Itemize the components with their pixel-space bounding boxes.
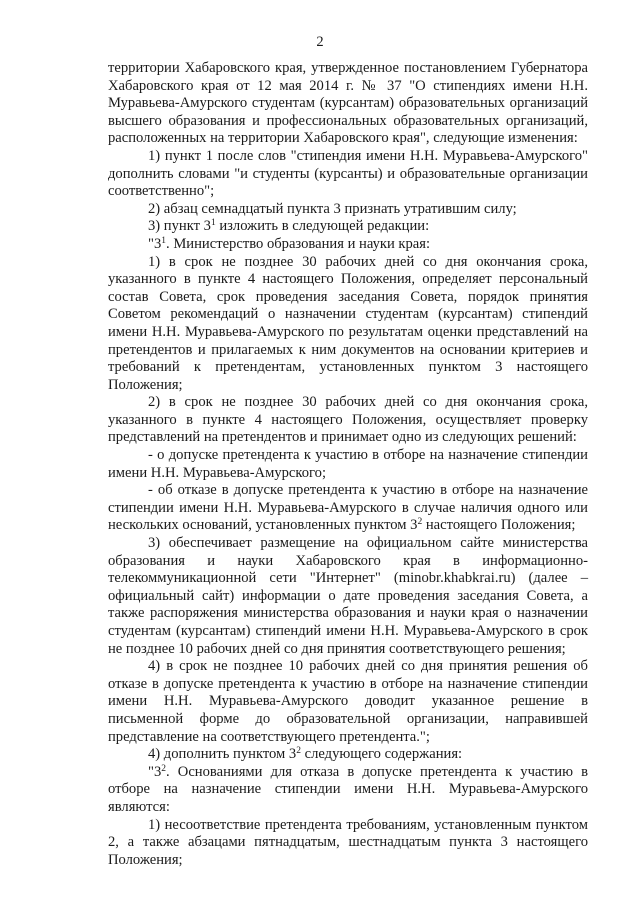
paragraph-text: 4) дополнить пунктом 3 [148,746,297,763]
paragraph: 3) обеспечивает размещение на официальном сайте министерства образования и науки Хабаровского края в информационно-телекоммуникационной сети "Интернет" (minobr.khabkrai.ru) (далее – официальный сайт) информации о дате проведения заседания Совета, а также распоряжения министерства образования и науки края о назначении студентам (курсантам) стипендий имени Н.Н. Муравьева-Амурского в срок не позднее 10 рабочих дней со дня принятия соответствующего решения; [108,535,588,657]
paragraph [108,746,588,764]
paragraph: - о допуске претендента к участию в отборе на назначение стипендии имени Н.Н. Муравьева-Амурского; [108,447,588,481]
paragraph-text: 3) пункт 3 [148,218,211,235]
paragraph: 2) абзац семнадцатый пункта 3 признать утратившим силу; [148,200,517,217]
paragraph [108,218,588,236]
superscript: 1 [210,218,216,229]
paragraph-text: "3 [148,235,162,252]
paragraph: 4) в срок не позднее 10 рабочих дней со дня принятия решения об отказе в допуске претендента к участию в отборе на назначение стипендии имени Н.Н. Муравьева-Амурского доводит указанное решение в письменной форме до образовательной организации, направившей представление на соответствующего претендента."; [108,658,588,745]
paragraph-text: . Министерство образования и науки края: [166,235,431,252]
paragraph: 1) в срок не позднее 30 рабочих дней со дня окончания срока, указанного в пункте 4 настоящего Положения, определяет персональный состав Совета, срок проведения заседания Совета, порядок принятия Советом рекомендаций о назначении студентам (курсантам) стипендий имени Н.Н. Муравьева-Амурского по результатам оценки представлений на претендентов и прилагаемых к ним документов на основании критериев и требований к претендентам, установленных пунктом 3 настоящего Положения; [108,253,588,393]
paragraph [108,764,588,817]
paragraph: территории Хабаровского края, утвержденное постановлением Губернатора Хабаровского края от 12 мая 2014 г. № 37 "О стипендиях имени Н.Н. Муравьева-Амурского студентам (курсантам) образовательных организаций высшего образования и профессиональных образовательных организаций, расположенных на территории Хабаровского края", следующие изменения: [108,60,588,147]
superscript: 2 [161,763,167,774]
document-body [108,60,588,869]
page-number: 2 [316,34,324,50]
paragraph-text: изложить в следующей редакции: [215,218,430,235]
paragraph [108,482,588,535]
paragraph-text: - об отказе в допуске претендента к участию в отборе на назначение стипендии имени Н.Н. Муравьева-Амурского в случае наличия одного или нескольких оснований, установленных пунктом 3 [108,482,588,534]
paragraph-text: следующего содержания: [300,746,463,763]
paragraph [108,236,588,254]
superscript: 2 [296,746,301,757]
superscript: 1 [161,235,167,246]
superscript: 2 [417,517,423,528]
paragraph: 1) пункт 1 после слов "стипендия имени Н.Н. Муравьева-Амурского" дополнить словами "и студенты (курсанты) и образовательные организации соответственно"; [108,147,588,200]
paragraph: 2) в срок не позднее 30 рабочих дней со дня окончания срока, указанного в пункте 4 настоящего Положения, осуществляет проверку представлений на претендентов и принимает одно из следующих решений: [108,394,588,446]
paragraph-text: . Основаниями для отказа в допуске претендента к участию в отборе на назначение стипендии имени Н.Н. Муравьева-Амурского являются: [108,763,588,815]
paragraph-text: настоящего Положения; [422,517,576,534]
paragraph: 1) несоответствие претендента требованиям, установленным пунктом 2, а также абзацами пятнадцатым, шестнадцатым пункта 3 настоящего Положения; [108,816,588,868]
paragraph-text: "3 [148,763,162,780]
